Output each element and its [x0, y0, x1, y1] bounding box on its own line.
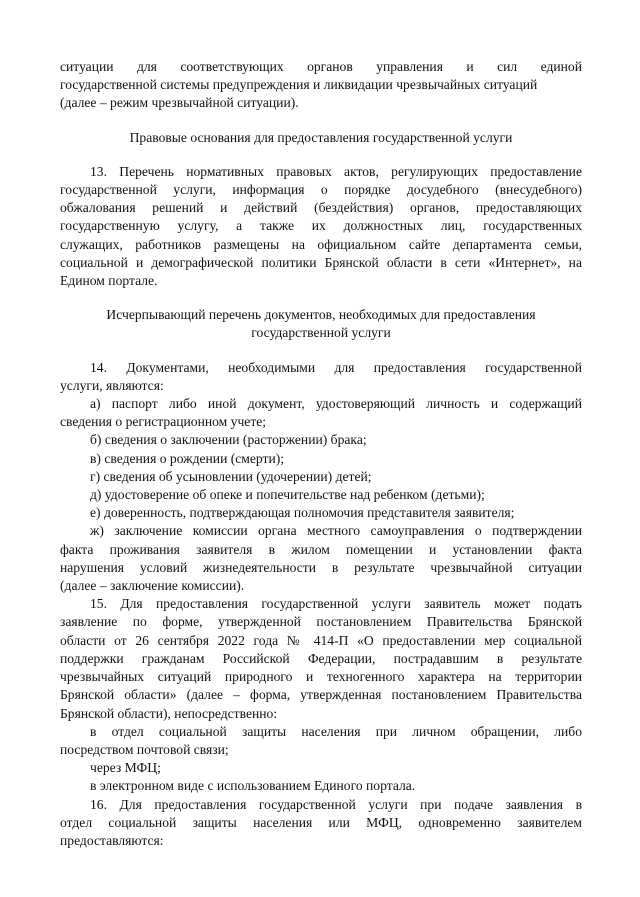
paragraph-continuation: ситуации для соответствующих органов управления и сил единой государственной системы предупреждения и ликвидации чрезвычайных ситуаций (далее – режим чрезвычайной ситуации). — [60, 59, 582, 111]
list-item: в) сведения о рождении (смерти); — [90, 450, 285, 466]
list-item: е) доверенность, подтверждающая полномочия представителя заявителя; — [90, 505, 515, 521]
list-item: г) сведения об усыновлении (удочерении) детей; — [90, 468, 372, 484]
list-item: в отдел социальной защиты населения при личном обращении, либо посредством почтовой связи; — [60, 723, 582, 757]
submission-channels-list — [60, 723, 582, 796]
paragraph-15: 15. Для предоставления государственной услуги заявитель может подать заявление по форме, утвержденной постановлением Правительства Брянской области от 26 сентября 2022 года № 414-П «О предоставлении мер социальной поддержки гражданам Российской Федерации, пострадавшим в результате чрезвычайных ситуаций природного и техногенного характера на территории Брянской области» (далее – форма, утвержденная постановлением Правительства Брянской области), непосредственно: — [60, 596, 582, 721]
paragraph-13: 13. Перечень нормативных правовых актов, регулирующих предоставление государственной услуги, информация о порядке досудебного (внесудебного) обжалования решений и действий (бездействия) органов, предоставляющих государственную услугу, а также их должностных лиц, государственных служащих, работников размещены на официальном сайте департамента семьи, социальной и демографической политики Брянской области в сети «Интернет», на Едином портале. — [60, 163, 582, 289]
section-heading-legal-basis: Правовые основания для предоставления государственной услуги — [129, 129, 513, 145]
list-item: а) паспорт либо иной документ, удостоверяющий личность и содержащий сведения о регистрационном учете; — [60, 396, 582, 430]
document-page — [60, 58, 582, 850]
section-heading-documents: Исчерпывающий перечень документов, необходимых для предоставления государственной услуги — [106, 307, 536, 341]
list-item: через МФЦ; — [90, 760, 161, 776]
documents-list — [60, 395, 582, 595]
paragraph-14: 14. Документами, необходимыми для предоставления государственной услуги, являются: — [60, 359, 582, 393]
paragraph-16: 16. Для предоставления государственной услуги при подаче заявления в отдел социальной защиты населения или МФЦ, одновременно заявителем предоставляются: — [60, 796, 582, 848]
list-item: б) сведения о заключении (расторжении) брака; — [90, 432, 367, 448]
list-item: ж) заключение комиссии органа местного самоуправления о подтверждении факта проживания заявителя в жилом помещении и установлении факта нарушения условий жизнедеятельности в результате чрезвычайной ситуации (далее – заключение комиссии). — [60, 523, 582, 594]
list-item: д) удостоверение об опеке и попечительстве над ребенком (детьми); — [90, 487, 485, 503]
list-item: в электронном виде с использованием Единого портала. — [90, 778, 416, 794]
